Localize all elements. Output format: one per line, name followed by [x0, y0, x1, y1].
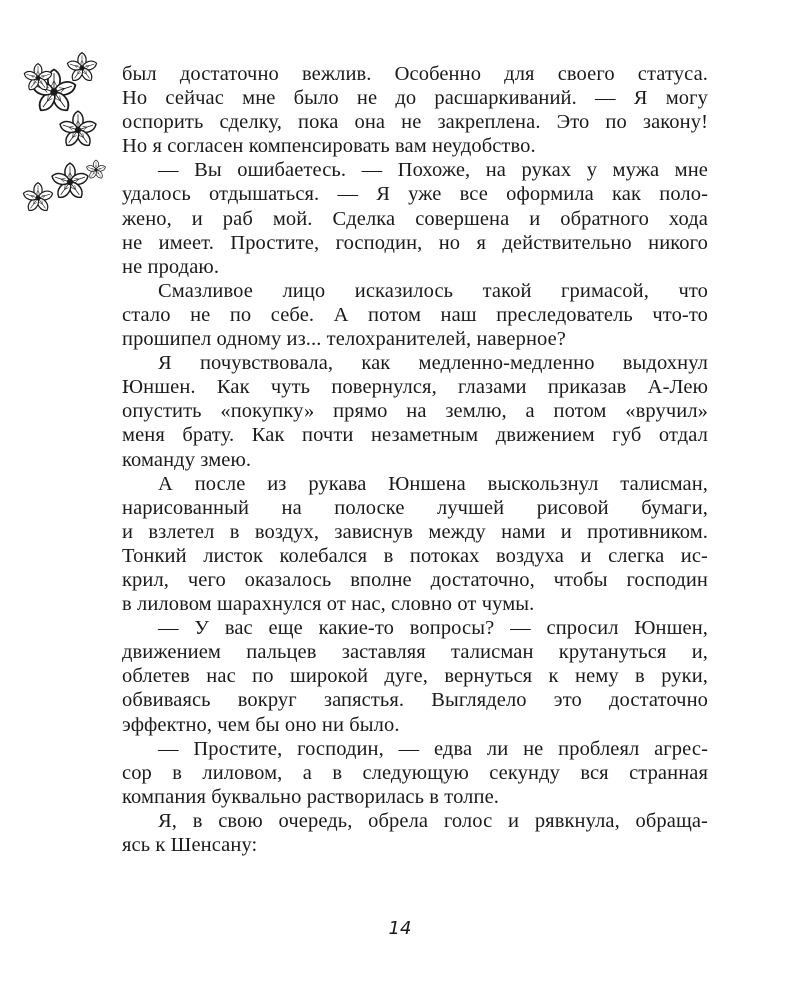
text-line: опустить «покупку» прямо на землю, а потом «вручил» — [122, 400, 708, 423]
text-line: облетев нас по широкой дуге, вернуться к нему в руки, — [122, 665, 708, 688]
text-line: Но сейчас мне было не до расшаркиваний. — Я могу — [122, 87, 708, 110]
text-line: стало не по себе. А потом наш преследователь что-то — [122, 303, 708, 326]
page-number: 14 — [388, 918, 412, 939]
text-line: оспорить сделку, пока она не закреплена. Это по закону! — [122, 111, 708, 134]
flower-cluster-middle — [58, 111, 97, 148]
text-line: Юншен. Как чуть повернулся, глазами приказав А-Лею — [122, 376, 708, 399]
text-line: прошипел одному из... телохранителей, наверное? — [122, 328, 567, 351]
text-line: Смазливое лицо исказилось такой гримасой, что — [158, 279, 708, 302]
text-line: Тонкий листок колебался в потоках воздуха и слегка ис- — [122, 544, 708, 567]
text-line: эффектно, чем бы оно ни было. — [122, 713, 400, 736]
text-line: нарисованный на полоске лучшей рисовой бумаги, — [122, 496, 708, 519]
text-line: Я почувствовала, как медленно-медленно выдохнул — [158, 352, 708, 375]
flower-ornament-icon — [20, 48, 120, 228]
text-line: компания буквально растворилась в толпе. — [122, 785, 500, 808]
text-line: не имеет. Простите, господин, но я действительно никого — [122, 231, 708, 254]
text-line: крил, чего оказалось вполне достаточно, чтобы господин — [122, 568, 708, 591]
text-line: ясь к Шенсану: — [122, 834, 258, 856]
flower-cluster-top — [23, 53, 98, 114]
flower-cluster-bottom — [22, 160, 106, 213]
text-line: обвиваясь вокруг запястья. Выглядело это достаточно — [122, 689, 708, 712]
page-text — [122, 62, 708, 857]
text-line: меня брату. Как почти незаметным движением губ отдал — [122, 424, 708, 447]
text-line: А после из рукава Юншена выскользнул талисман, — [158, 472, 708, 495]
text-line: — У вас еще какие-то вопросы? — спросил Юншен, — [158, 617, 708, 640]
text-line: движением пальцев заставляя талисман крутануться и, — [122, 641, 708, 664]
text-line: — Вы ошибаетесь. — Похоже, на руках у мужа мне — [158, 159, 708, 182]
text-line: не продаю. — [122, 255, 220, 278]
text-line: — Простите, господин, — едва ли не проблеял агрес- — [158, 737, 708, 760]
text-line: в лиловом шарахнулся от нас, словно от чумы. — [122, 593, 535, 616]
text-line: был достаточно вежлив. Особенно для своего статуса. — [122, 63, 708, 85]
text-line: Но я согласен компенсировать вам неудобство. — [122, 135, 536, 158]
text-line: и взлетел в воздух, зависнув между нами и противником. — [122, 520, 708, 543]
text-line: команду змею. — [122, 448, 252, 471]
text-line: удалось отдышаться. — Я уже все оформила как поло- — [122, 183, 708, 206]
text-line: жено, и раб мой. Сделка совершена и обратного хода — [122, 207, 708, 230]
text-line: Я, в свою очередь, обрела голос и рявкнула, обраща- — [158, 809, 708, 832]
text-line: сор в лиловом, а в следующую секунду вся странная — [122, 761, 708, 784]
